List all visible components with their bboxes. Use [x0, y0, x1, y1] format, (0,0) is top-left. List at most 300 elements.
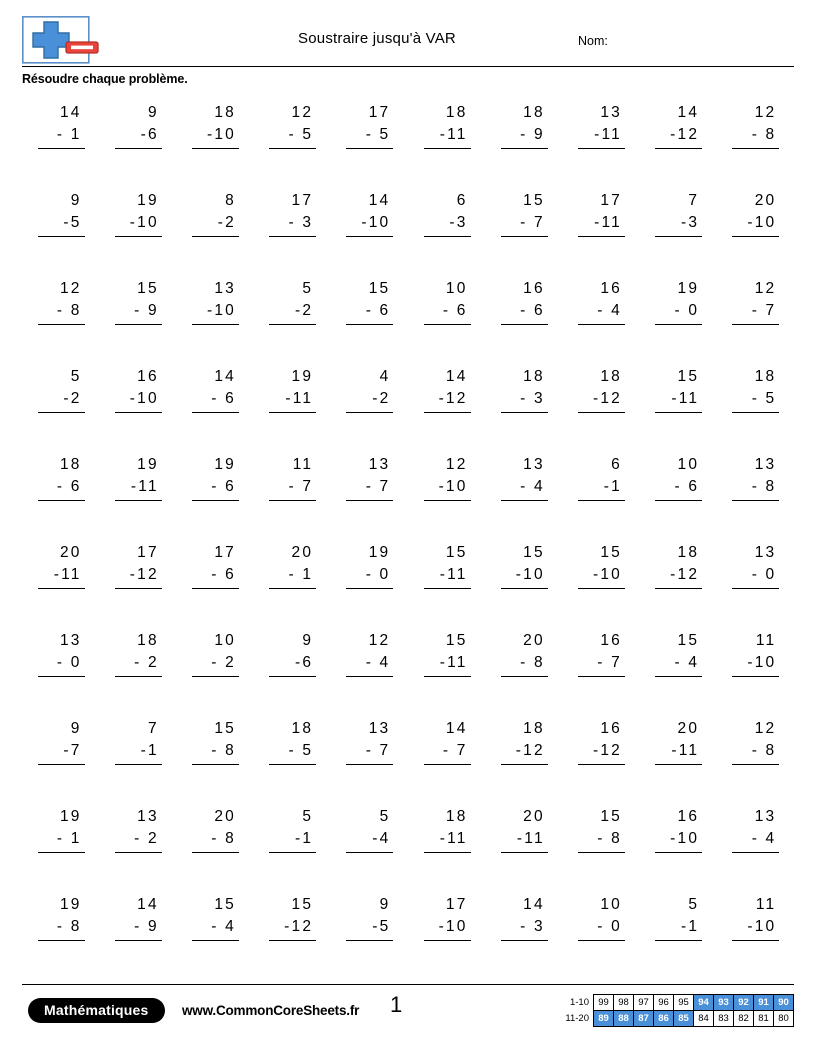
problem-cell: [99, 448, 176, 536]
instructions-text: Résoudre chaque problème.: [22, 72, 188, 86]
answer-rule: [192, 324, 239, 325]
minuend: 10: [445, 280, 468, 297]
answer-rule: [269, 500, 316, 501]
problem-cell: [485, 96, 562, 184]
minuend: 10: [677, 456, 700, 473]
minuend: 16: [600, 720, 622, 737]
problem-cell: [717, 360, 794, 448]
problem-cell: [408, 96, 485, 184]
problem-cell: [176, 360, 253, 448]
subtrahend: -12: [438, 390, 468, 407]
minuend: 15: [137, 280, 159, 297]
answer-rule: [269, 148, 316, 149]
minuend: 7: [688, 192, 700, 209]
answer-key-cell: 80: [774, 1011, 794, 1027]
minuend: 20: [677, 720, 700, 737]
problem-cell: [717, 888, 794, 976]
subtrahend: -10: [747, 918, 777, 935]
subtrahend: -11: [53, 566, 82, 583]
subtrahend: -1: [681, 918, 700, 935]
minuend: 20: [214, 808, 236, 825]
subtrahend: -1: [140, 742, 159, 759]
subtrahend: - 4: [365, 654, 391, 671]
answer-key-cell: 96: [654, 995, 674, 1011]
minuend: 10: [214, 632, 236, 649]
answer-rule: [269, 588, 316, 589]
subtrahend: -6: [295, 654, 314, 671]
problem-cell: [99, 800, 176, 888]
subtrahend: -11: [439, 126, 468, 143]
minuend: 19: [214, 456, 236, 473]
minuend: 15: [677, 632, 700, 649]
minuend: 20: [754, 192, 777, 209]
minuend: 15: [523, 192, 545, 209]
answer-rule: [424, 940, 471, 941]
answer-rule: [655, 148, 702, 149]
answer-rule: [346, 852, 393, 853]
page-number: 1: [390, 992, 403, 1017]
subtrahend: -11: [439, 654, 468, 671]
subtrahend: - 0: [751, 566, 777, 583]
problem-cell: [640, 272, 717, 360]
answer-key-cell: 89: [594, 1011, 614, 1027]
problem-cell: [485, 536, 562, 624]
problem-cell: [331, 96, 408, 184]
answer-rule: [192, 500, 239, 501]
problem-cell: [408, 800, 485, 888]
minuend: 15: [214, 720, 236, 737]
answer-key-cell: 83: [714, 1011, 734, 1027]
minuend: 6: [611, 456, 622, 473]
subtrahend: -10: [438, 478, 468, 495]
subtrahend: -5: [372, 918, 391, 935]
subtrahend: -11: [671, 390, 700, 407]
minuend: 18: [754, 368, 777, 385]
subtrahend: - 4: [597, 302, 622, 319]
subtrahend: -11: [594, 126, 622, 143]
answer-key-row-label: 11-20: [565, 1013, 589, 1024]
problem-cell: [22, 272, 99, 360]
subtrahend: - 8: [56, 918, 82, 935]
header-divider: [22, 66, 794, 67]
minuend: 18: [523, 720, 545, 737]
minuend: 18: [600, 368, 622, 385]
minuend: 20: [523, 808, 545, 825]
subtrahend: - 2: [134, 830, 159, 847]
minuend: 17: [214, 544, 236, 561]
minuend: 17: [600, 192, 622, 209]
answer-rule: [732, 588, 779, 589]
problem-cell: [254, 712, 331, 800]
problem-cell: [408, 888, 485, 976]
subtrahend: -10: [515, 566, 545, 583]
minuend: 15: [600, 808, 622, 825]
subtrahend: -11: [130, 478, 159, 495]
subtrahend: -12: [670, 566, 700, 583]
minuend: 18: [523, 368, 545, 385]
problem-cell: [176, 184, 253, 272]
minuend: 6: [456, 192, 468, 209]
problem-cell: [254, 800, 331, 888]
answer-rule: [115, 588, 162, 589]
minuend: 12: [754, 720, 777, 737]
subtrahend: -2: [217, 214, 236, 231]
problem-cell: [562, 712, 639, 800]
minuend: 12: [754, 280, 777, 297]
subtrahend: -12: [592, 742, 622, 759]
problem-cell: [717, 624, 794, 712]
answer-key-cell: 92: [734, 995, 754, 1011]
minuend: 14: [445, 368, 468, 385]
subtrahend: - 4: [751, 830, 777, 847]
answer-key-cell: 97: [634, 995, 654, 1011]
problem-cell: [331, 800, 408, 888]
minuend: 20: [523, 632, 545, 649]
answer-rule: [115, 940, 162, 941]
minuend: 18: [59, 456, 82, 473]
answer-key-row: [553, 1011, 794, 1027]
minuend: 14: [137, 896, 159, 913]
minuend: 14: [59, 104, 82, 121]
problem-cell: [99, 96, 176, 184]
answer-rule: [655, 236, 702, 237]
problem-cell: [717, 536, 794, 624]
subtrahend: - 8: [211, 830, 236, 847]
subtrahend: - 6: [211, 566, 236, 583]
subtrahend: -10: [747, 654, 777, 671]
answer-rule: [655, 412, 702, 413]
answer-key-cell: 85: [674, 1011, 694, 1027]
subtrahend: - 1: [56, 830, 82, 847]
subtrahend: - 7: [751, 302, 777, 319]
minuend: 15: [214, 896, 236, 913]
subtrahend: -12: [670, 126, 700, 143]
problem-cell: [22, 360, 99, 448]
page-title: Soustraire jusqu'à VAR: [298, 30, 456, 47]
answer-key-cell: 99: [594, 995, 614, 1011]
answer-rule: [269, 676, 316, 677]
problem-cell: [176, 272, 253, 360]
problem-cell: [562, 536, 639, 624]
problem-cell: [176, 800, 253, 888]
answer-rule: [501, 852, 548, 853]
subtrahend: - 0: [365, 566, 391, 583]
problem-cell: [717, 712, 794, 800]
answer-rule: [192, 148, 239, 149]
answer-rule: [192, 940, 239, 941]
problem-cell: [331, 184, 408, 272]
problem-grid: [22, 96, 794, 976]
problem-cell: [640, 800, 717, 888]
problem-cell: [562, 624, 639, 712]
subtrahend: -12: [284, 918, 314, 935]
answer-rule: [192, 588, 239, 589]
answer-rule: [501, 676, 548, 677]
problem-cell: [22, 448, 99, 536]
subtrahend: -10: [129, 214, 159, 231]
subtrahend: - 0: [597, 918, 622, 935]
subtrahend: - 9: [134, 918, 159, 935]
answer-rule: [655, 324, 702, 325]
subtrahend: - 7: [365, 742, 391, 759]
subtrahend: -2: [295, 302, 314, 319]
subtrahend: -11: [439, 830, 468, 847]
answer-rule: [655, 500, 702, 501]
answer-rule: [732, 764, 779, 765]
subtrahend: - 8: [751, 742, 777, 759]
website-url: www.CommonCoreSheets.fr: [182, 1003, 360, 1018]
minuend: 18: [214, 104, 236, 121]
subtrahend: - 0: [674, 302, 700, 319]
subtrahend: -12: [129, 566, 159, 583]
minuend: 11: [755, 896, 777, 913]
minuend: 5: [688, 896, 700, 913]
answer-rule: [269, 940, 316, 941]
answer-rule: [38, 236, 85, 237]
subtrahend: - 6: [674, 478, 700, 495]
answer-rule: [346, 500, 393, 501]
answer-rule: [346, 764, 393, 765]
problem-cell: [717, 800, 794, 888]
minuend: 15: [677, 368, 700, 385]
subtrahend: - 9: [134, 302, 159, 319]
answer-key-cell: 82: [734, 1011, 754, 1027]
subtrahend: - 1: [288, 566, 314, 583]
answer-rule: [501, 500, 548, 501]
answer-rule: [732, 852, 779, 853]
problem-cell: [485, 448, 562, 536]
answer-rule: [655, 764, 702, 765]
minuend: 14: [368, 192, 391, 209]
answer-rule: [501, 412, 548, 413]
answer-rule: [732, 500, 779, 501]
minuend: 17: [291, 192, 314, 209]
problem-cell: [640, 888, 717, 976]
subtrahend: -10: [670, 830, 700, 847]
minuend: 18: [523, 104, 545, 121]
answer-rule: [732, 412, 779, 413]
answer-rule: [192, 764, 239, 765]
answer-rule: [269, 236, 316, 237]
subtrahend: -2: [372, 390, 391, 407]
answer-rule: [732, 940, 779, 941]
problem-cell: [717, 448, 794, 536]
answer-rule: [346, 148, 393, 149]
answer-rule: [269, 412, 316, 413]
answer-rule: [115, 324, 162, 325]
answer-rule: [578, 236, 625, 237]
minuend: 14: [523, 896, 545, 913]
answer-rule: [655, 588, 702, 589]
subtrahend: - 7: [288, 478, 314, 495]
subtrahend: - 7: [442, 742, 468, 759]
problem-cell: [99, 888, 176, 976]
problem-cell: [331, 888, 408, 976]
subtrahend: - 4: [674, 654, 700, 671]
answer-key-cell: 84: [694, 1011, 714, 1027]
subtrahend: - 9: [520, 126, 545, 143]
minuend: 18: [445, 104, 468, 121]
problem-cell: [562, 800, 639, 888]
answer-rule: [578, 412, 625, 413]
problem-cell: [562, 272, 639, 360]
minuend: 4: [379, 368, 391, 385]
minuend: 13: [214, 280, 236, 297]
answer-rule: [346, 236, 393, 237]
problem-cell: [640, 360, 717, 448]
answer-rule: [269, 852, 316, 853]
problem-cell: [562, 96, 639, 184]
subtrahend: - 2: [134, 654, 159, 671]
answer-rule: [501, 764, 548, 765]
answer-key-cell: 87: [634, 1011, 654, 1027]
subtrahend: - 4: [520, 478, 545, 495]
minuend: 19: [677, 280, 700, 297]
answer-rule: [115, 676, 162, 677]
answer-rule: [115, 236, 162, 237]
minuend: 18: [445, 808, 468, 825]
minuend: 14: [214, 368, 236, 385]
minuend: 13: [754, 808, 777, 825]
problem-cell: [331, 712, 408, 800]
answer-rule: [115, 852, 162, 853]
problem-cell: [22, 888, 99, 976]
answer-rule: [192, 852, 239, 853]
answer-rule: [424, 236, 471, 237]
minuend: 15: [600, 544, 622, 561]
subtrahend: - 7: [365, 478, 391, 495]
problem-cell: [485, 624, 562, 712]
minuend: 16: [600, 632, 622, 649]
problem-cell: [176, 536, 253, 624]
minuend: 13: [137, 808, 159, 825]
problem-cell: [408, 624, 485, 712]
answer-rule: [578, 324, 625, 325]
answer-rule: [192, 412, 239, 413]
answer-rule: [115, 764, 162, 765]
answer-rule: [115, 148, 162, 149]
problem-cell: [254, 888, 331, 976]
answer-rule: [655, 676, 702, 677]
minuend: 13: [368, 456, 391, 473]
minuend: 7: [147, 720, 159, 737]
subtrahend: -3: [681, 214, 700, 231]
minuend: 10: [600, 896, 622, 913]
answer-rule: [578, 764, 625, 765]
subtrahend: -12: [592, 390, 622, 407]
answer-rule: [346, 676, 393, 677]
subtrahend: -11: [671, 742, 700, 759]
minuend: 5: [70, 368, 82, 385]
minuend: 5: [302, 280, 314, 297]
subtrahend: -2: [63, 390, 82, 407]
subtrahend: - 5: [288, 126, 314, 143]
subtrahend: - 3: [520, 390, 545, 407]
subtrahend: -10: [206, 126, 236, 143]
answer-key-cell: 88: [614, 1011, 634, 1027]
answer-rule: [38, 676, 85, 677]
minuend: 17: [368, 104, 391, 121]
problem-cell: [640, 448, 717, 536]
answer-rule: [192, 236, 239, 237]
subtrahend: -4: [372, 830, 391, 847]
problem-cell: [331, 360, 408, 448]
subtrahend: -10: [747, 214, 777, 231]
problem-cell: [22, 96, 99, 184]
minuend: 12: [291, 104, 314, 121]
problem-cell: [408, 712, 485, 800]
subtrahend: - 1: [56, 126, 82, 143]
worksheet-footer: [22, 984, 794, 1042]
answer-key-cell: 93: [714, 995, 734, 1011]
problem-cell: [254, 624, 331, 712]
subtrahend: -10: [438, 918, 468, 935]
problem-cell: [562, 360, 639, 448]
problem-cell: [176, 96, 253, 184]
subtrahend: -10: [361, 214, 391, 231]
answer-rule: [501, 236, 548, 237]
answer-rule: [38, 148, 85, 149]
minuend: 9: [70, 192, 82, 209]
problem-cell: [176, 624, 253, 712]
subtrahend: -11: [594, 214, 622, 231]
minuend: 12: [445, 456, 468, 473]
answer-rule: [269, 324, 316, 325]
subtrahend: - 8: [211, 742, 236, 759]
subtrahend: - 6: [365, 302, 391, 319]
minuend: 8: [225, 192, 236, 209]
problem-cell: [485, 800, 562, 888]
problem-cell: [254, 184, 331, 272]
answer-rule: [578, 588, 625, 589]
answer-rule: [501, 324, 548, 325]
worksheet-header: [22, 14, 794, 68]
problem-cell: [22, 536, 99, 624]
problem-cell: [640, 96, 717, 184]
minuend: 16: [137, 368, 159, 385]
answer-rule: [346, 412, 393, 413]
answer-rule: [38, 324, 85, 325]
answer-rule: [578, 148, 625, 149]
problem-cell: [176, 888, 253, 976]
answer-key-cell: 98: [614, 995, 634, 1011]
minuend: 19: [137, 456, 159, 473]
problem-cell: [408, 272, 485, 360]
answer-key-table: [553, 994, 794, 1027]
subtrahend: - 6: [56, 478, 82, 495]
plus-minus-logo-icon: [22, 16, 108, 64]
answer-key-row: [553, 995, 794, 1011]
minuend: 13: [59, 632, 82, 649]
answer-rule: [424, 324, 471, 325]
answer-rule: [192, 676, 239, 677]
answer-rule: [578, 676, 625, 677]
answer-key-row-label: 1-10: [569, 997, 589, 1008]
problem-cell: [408, 536, 485, 624]
answer-rule: [578, 940, 625, 941]
problem-cell: [99, 184, 176, 272]
problem-cell: [176, 448, 253, 536]
subtrahend: - 5: [288, 742, 314, 759]
minuend: 16: [600, 280, 622, 297]
answer-rule: [501, 148, 548, 149]
subtrahend: - 8: [520, 654, 545, 671]
answer-rule: [501, 940, 548, 941]
minuend: 11: [755, 632, 777, 649]
answer-rule: [269, 764, 316, 765]
minuend: 5: [379, 808, 391, 825]
subtrahend: - 4: [211, 918, 236, 935]
